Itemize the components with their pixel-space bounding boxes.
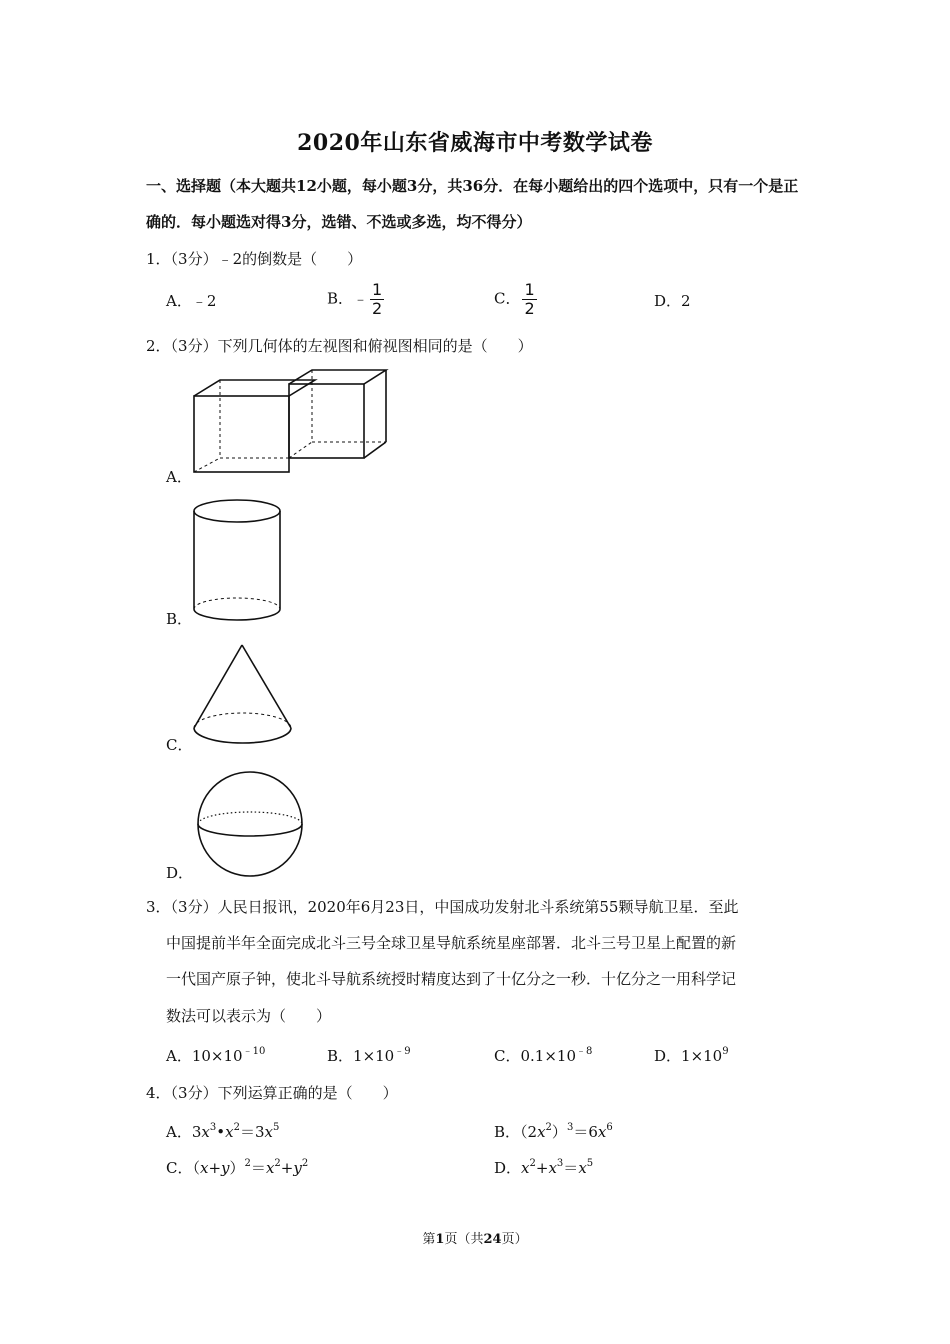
q3-line-4: 数法可以表示为（ ） <box>166 1007 332 1025</box>
q3-option-a-exponent: ﹣10 <box>242 1046 266 1057</box>
fraction-denominator: 2 <box>524 299 535 318</box>
q2-option-a: A． <box>166 468 192 486</box>
q4-option-a-label: A． <box>166 1123 192 1141</box>
q3-option-b <box>327 1045 411 1066</box>
q3-line-1: 3．（3分）人民日报讯，2020年6月23日，中国成功发射北斗系统第55颗导航卫星．至此 <box>146 898 739 916</box>
q1-option-b <box>327 281 384 318</box>
cone-base-front <box>194 728 291 743</box>
q3-option-a <box>166 1045 265 1066</box>
q1-stem: 1．（3分）﹣2的倒数是（ ） <box>146 250 363 268</box>
q2-stem: 2．（3分）下列几何体的左视图和俯视图相同的是（ ） <box>146 337 533 355</box>
left-cube-hidden-diag <box>194 458 220 472</box>
q4-option-c-label: C． <box>166 1159 193 1177</box>
q3-line-3: 一代国产原子钟，使北斗导航系统授时精度达到了十亿分之一秒．十亿分之一用科学记 <box>166 970 737 988</box>
right-cube-bottom-edge <box>364 442 386 458</box>
q4-option-c: C．$(x+y)^2=x^2+y^2$ <box>166 1158 309 1177</box>
sphere-equator-back <box>198 812 302 824</box>
q3-option-c <box>494 1045 592 1066</box>
right-cube-front <box>289 384 364 458</box>
q3-option-c-base: C．0.1×10 <box>494 1047 576 1065</box>
page-footer <box>0 1228 950 1247</box>
sphere-equator-front <box>198 824 302 836</box>
q1-option-b-label: B． <box>327 289 354 308</box>
section-heading: 一、选择题（本大题共12小题，每小题3分，共36分．在每小题给出的四个选项中，只有一个是正确的．每小题选对得3分，选错、不选或多选，均不得分） <box>146 177 799 231</box>
fraction-denominator: 2 <box>372 299 383 318</box>
footer-suffix: 页） <box>501 1232 528 1247</box>
q3-option-d <box>654 1045 729 1066</box>
q1-option-c-label: C． <box>494 289 521 308</box>
q4-option-a: A．$3x^3•x^2=3x^5$ <box>166 1122 280 1141</box>
right-cube-top <box>289 370 386 384</box>
fraction-numerator: 1 <box>372 280 383 299</box>
q2-option-b: B． <box>166 610 193 628</box>
q4-option-d-label: D． <box>494 1159 522 1177</box>
cone-left-side <box>194 645 242 728</box>
footer-middle: 页（共 <box>444 1232 484 1247</box>
q4-stem: 4．（3分）下列运算正确的是（ ） <box>146 1084 398 1102</box>
q3-option-d-base: D．1×10 <box>654 1047 723 1065</box>
sphere-outline <box>198 772 302 876</box>
footer-page-number: 1 <box>435 1232 445 1247</box>
sphere-figure <box>194 768 306 880</box>
cylinder-bottom-back <box>194 598 280 609</box>
footer-total-pages: 24 <box>483 1232 502 1247</box>
page-title: 2020年山东省威海市中考数学试卷 <box>297 130 653 156</box>
cone-figure <box>190 642 296 750</box>
q4-option-d: D．$x^2+x^3=x^5$ <box>494 1158 594 1177</box>
q2-option-d: D． <box>166 864 194 882</box>
cone-base-back <box>194 713 291 728</box>
q3-option-b-exponent: ﹣9 <box>394 1046 411 1057</box>
cone-right-side <box>242 645 291 728</box>
cylinder-bottom-front <box>194 609 280 620</box>
q1-option-b-fraction <box>370 281 384 318</box>
q1-option-a: A．﹣2 <box>166 292 217 310</box>
q1-option-d: D．2 <box>654 292 691 310</box>
q3-option-c-exponent: ﹣8 <box>576 1046 593 1057</box>
left-cube-front <box>194 396 289 472</box>
footer-prefix: 第 <box>422 1232 436 1247</box>
q3-line-2: 中国提前半年全面完成北斗三号全球卫星导航系统星座部署．北斗三号卫星上配置的新 <box>166 934 737 952</box>
q1-option-b-sign: ﹣ <box>353 289 369 308</box>
q2-option-c: C． <box>166 736 193 754</box>
cylinder-figure <box>190 497 284 625</box>
right-cube-hidden-diag <box>289 442 312 458</box>
q1-option-c-fraction <box>522 281 536 318</box>
left-cube-top <box>194 380 315 396</box>
cylinder-top-ellipse <box>194 500 280 522</box>
two-cubes-figure <box>190 366 390 478</box>
q3-option-d-exponent: 9 <box>722 1046 729 1057</box>
q1-option-c <box>494 281 537 318</box>
q3-option-b-base: B．1×10 <box>327 1047 395 1065</box>
q4-option-b-label: B． <box>494 1123 521 1141</box>
fraction-numerator: 1 <box>524 280 535 299</box>
q4-option-b: B．$(2x^2)^3=6x^6$ <box>494 1122 613 1141</box>
q3-option-a-base: A．10×10 <box>166 1047 243 1065</box>
